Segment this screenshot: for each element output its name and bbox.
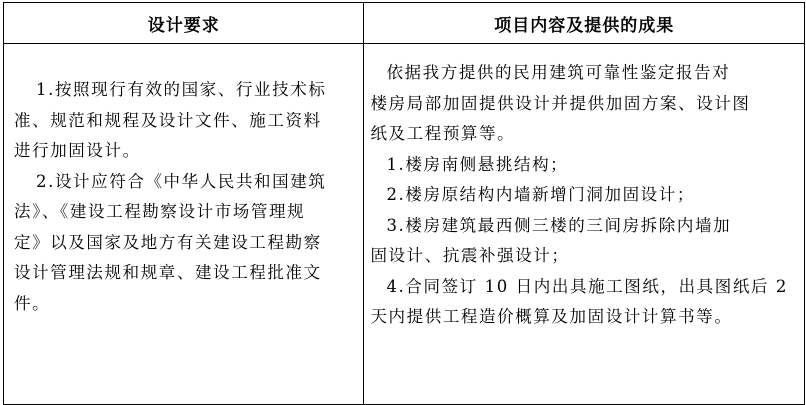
text-line: 纸及工程预算等。 [370, 124, 516, 143]
text-line: 定》以及国家及地方有关建设工程勘察 [14, 232, 322, 252]
text-line: 准、规范和规程及设计文件、施工资料 [14, 110, 322, 130]
text-line: 天内提供工程造价概算及加固设计计算书等。 [370, 307, 733, 326]
text-line: 法》、《建设工程勘察设计市场管理规 [14, 202, 306, 221]
text-line: 2.楼房原结构内墙新增门洞加固设计； [386, 185, 695, 204]
text-line: 4.合同签订 10 日内出具施工图纸，出具图纸后 2 [386, 276, 789, 296]
text-line: 设计管理法规和规章、建设工程批准文 [14, 263, 322, 282]
text-line: 3.楼房建筑最西侧三楼的三间房拆除内墙加 [386, 215, 732, 235]
table-header-row [4, 3, 805, 44]
text-line: 件。 [14, 293, 51, 313]
table-row [4, 44, 805, 405]
project-content-cell [364, 44, 805, 405]
text-line: 楼房局部加固提供设计并提供加固方案、设计图 [370, 93, 751, 113]
header-project-content: 项目内容及提供的成果 [364, 3, 805, 44]
text-line: 1.楼房南侧悬挑结构； [386, 154, 569, 174]
text-line: 1.按照现行有效的国家、行业技术标 [36, 80, 327, 99]
header-design-requirements: 设计要求 [4, 3, 364, 44]
text-line: 2.设计应符合《中华人民共和国建筑 [36, 171, 327, 191]
text-line: 依据我方提供的民用建筑可靠性鉴定报告对 [386, 63, 731, 82]
text-line: 进行加固设计。 [14, 141, 141, 160]
requirements-cell [4, 44, 364, 405]
requirements-table [3, 2, 805, 405]
text-line: 固设计、抗震补强设计； [370, 246, 570, 265]
